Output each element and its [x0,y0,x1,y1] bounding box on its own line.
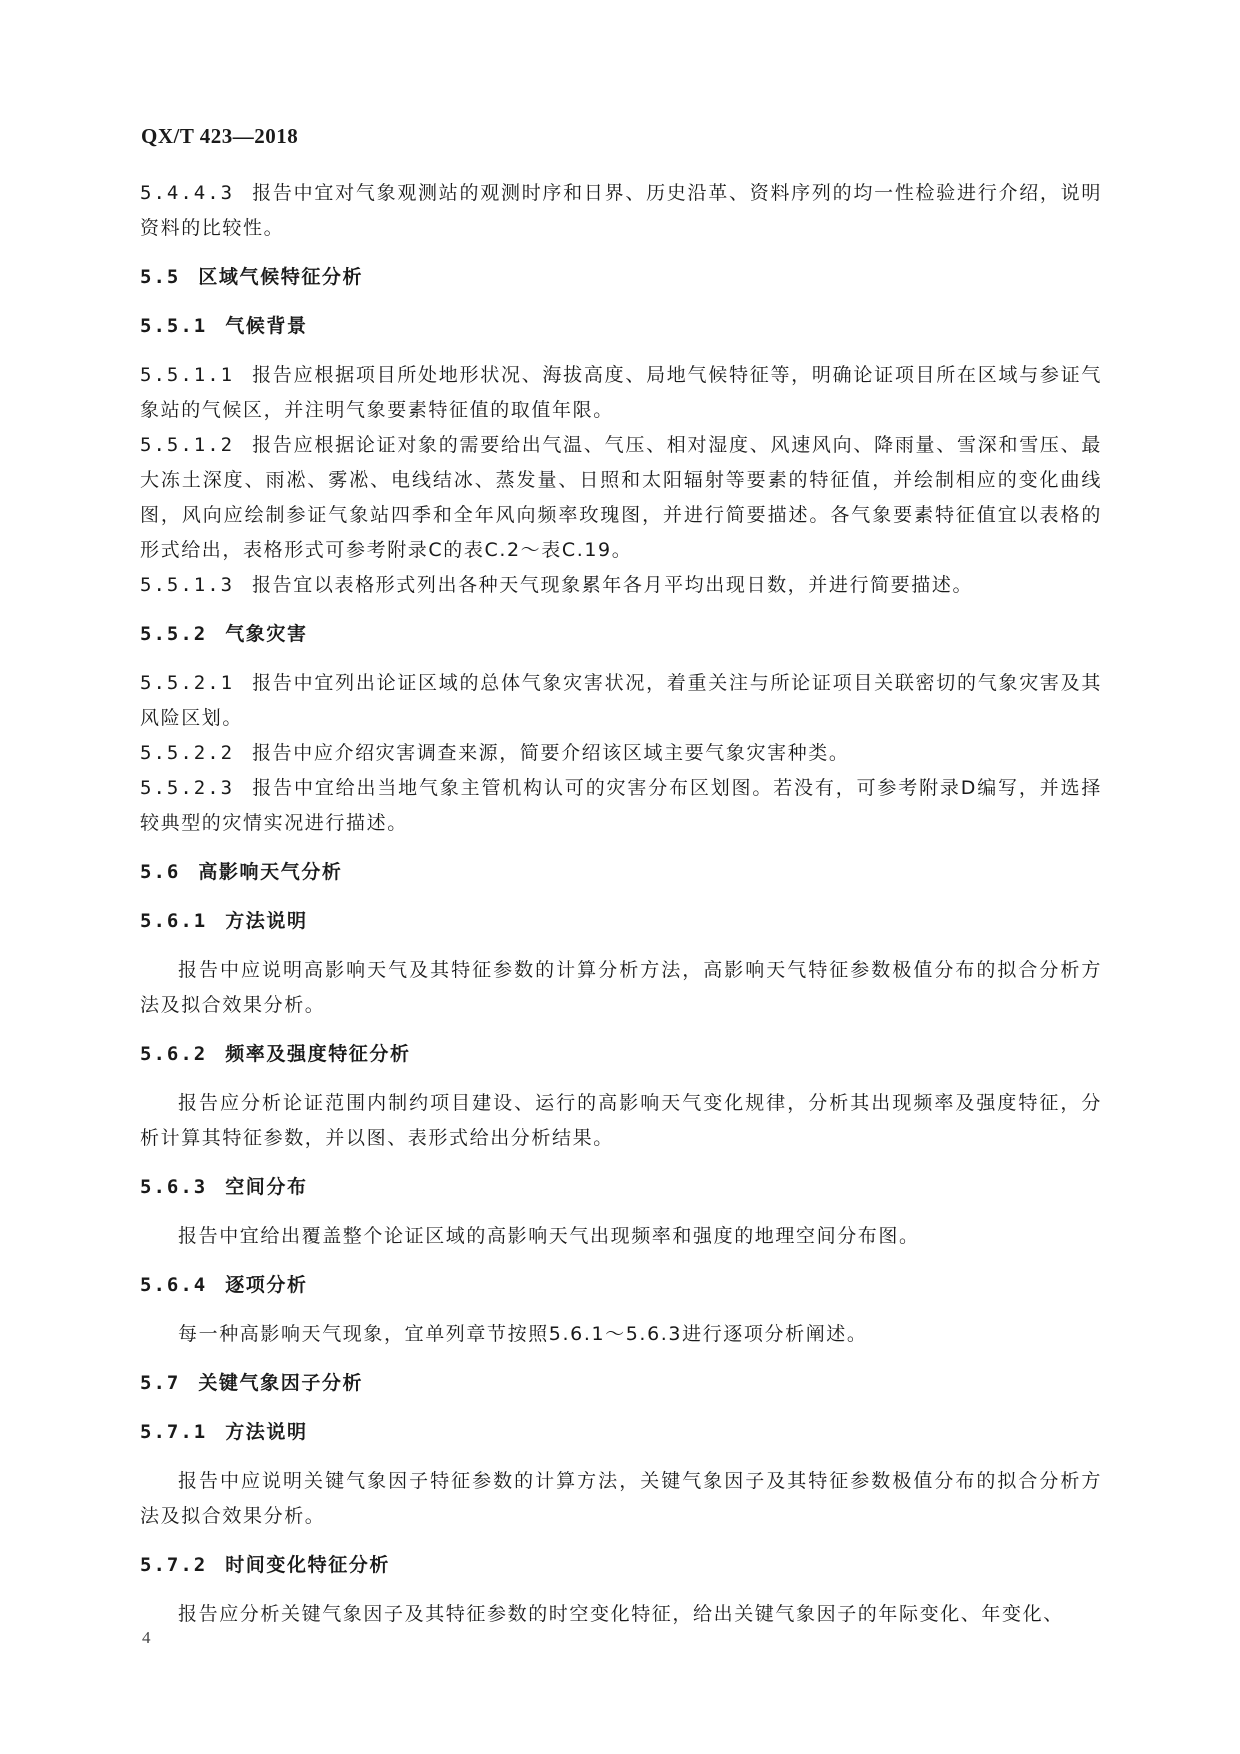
clause-number: 5.7.1 [140,1421,208,1443]
clause-text: 逐项分析 [225,1274,308,1296]
clause-text: 空间分布 [225,1176,308,1198]
clause-text: 报告应根据项目所处地形状况、海拔高度、局地气候特征等，明确论证项目所在区域与参证气象站的气候区，并注明气象要素特征值的取值年限。 [140,364,1102,421]
clause-text: 时间变化特征分析 [225,1554,391,1576]
body-paragraph [140,1219,1102,1254]
clause-paragraph [140,358,1102,428]
clause-text: 报告中宜对气象观测站的观测时序和日界、历史沿革、资料序列的均一性检验进行介绍，说明资料的比较性。 [140,182,1102,239]
clause-number: 5.5.1 [140,315,208,337]
clause-text: 报告中宜给出当地气象主管机构认可的灾害分布区划图。若没有，可参考附录D编写，并选择较典型的灾情实况进行描述。 [140,777,1102,834]
clause-paragraph [140,771,1102,841]
section-heading [140,1268,1102,1303]
body-paragraph [140,953,1102,1023]
section-heading [140,1170,1102,1205]
clause-number: 5.7 [140,1372,181,1394]
clause-text: 方法说明 [225,1421,308,1443]
clause-number: 5.5.2.2 [140,742,235,764]
body-paragraph [140,1317,1102,1352]
clause-number: 5.4.4.3 [140,182,235,204]
clause-text: 报告宜以表格形式列出各种天气现象累年各月平均出现日数，并进行简要描述。 [252,574,974,596]
section-heading [140,1366,1102,1401]
clause-text: 气候背景 [225,315,308,337]
section-heading [140,1548,1102,1583]
clause-number: 5.5.2 [140,623,208,645]
section-heading [140,617,1102,652]
clause-text: 报告中应说明关键气象因子特征参数的计算方法，关键气象因子及其特征参数极值分布的拟合分析方法及拟合效果分析。 [140,1470,1102,1527]
clause-paragraph [140,428,1102,568]
clause-text: 报告应根据论证对象的需要给出气温、气压、相对湿度、风速风向、降雨量、雪深和雪压、最大冻土深度、雨凇、雾凇、电线结冰、蒸发量、日照和太阳辐射等要素的特征值，并绘制相应的变化曲线图，风向应绘制参证气象站四季和全年风向频率玫瑰图，并进行简要描述。各气象要素特征值宜以表格的形式给出，表格形式可参考附录C的表C.2～表C.19。 [140,434,1102,561]
clause-text: 报告应分析关键气象因子及其特征参数的时空变化特征，给出关键气象因子的年际变化、年变化、 [178,1603,1064,1625]
clause-text: 区域气候特征分析 [198,266,364,288]
section-heading [140,309,1102,344]
clause-paragraph [140,736,1102,771]
document-code-header: QX/T 423—2018 [141,124,299,148]
clause-number: 5.5.2.1 [140,672,235,694]
clause-text: 频率及强度特征分析 [225,1043,411,1065]
clause-number: 5.6.4 [140,1274,208,1296]
clause-text: 高影响天气分析 [198,861,343,883]
body-paragraph [140,1086,1102,1156]
clause-text: 方法说明 [225,910,308,932]
clause-text: 报告中应介绍灾害调查来源，简要介绍该区域主要气象灾害种类。 [252,742,850,764]
clause-number: 5.6.1 [140,910,208,932]
clause-number: 5.6.2 [140,1043,208,1065]
clause-paragraph [140,568,1102,603]
clause-paragraph [140,176,1102,246]
document-body [140,176,1102,1632]
clause-number: 5.5.1.2 [140,434,235,456]
clause-number: 5.6.3 [140,1176,208,1198]
body-paragraph [140,1464,1102,1534]
clause-text: 报告中宜列出论证区域的总体气象灾害状况，着重关注与所论证项目关联密切的气象灾害及其风险区划。 [140,672,1102,729]
page-number: 4 [142,1628,151,1647]
clause-number: 5.5.1.1 [140,364,235,386]
body-paragraph [140,1597,1102,1632]
clause-number: 5.6 [140,861,181,883]
clause-number: 5.5 [140,266,181,288]
clause-number: 5.5.1.3 [140,574,235,596]
section-heading [140,855,1102,890]
section-heading [140,1037,1102,1072]
clause-text: 报告应分析论证范围内制约项目建设、运行的高影响天气变化规律，分析其出现频率及强度特征，分析计算其特征参数，并以图、表形式给出分析结果。 [140,1092,1102,1149]
section-heading [140,260,1102,295]
clause-text: 报告中宜给出覆盖整个论证区域的高影响天气出现频率和强度的地理空间分布图。 [178,1225,920,1247]
section-heading [140,1415,1102,1450]
clause-text: 报告中应说明高影响天气及其特征参数的计算分析方法，高影响天气特征参数极值分布的拟合分析方法及拟合效果分析。 [140,959,1102,1016]
clause-text: 每一种高影响天气现象，宜单列章节按照5.6.1～5.6.3进行逐项分析阐述。 [178,1323,868,1345]
clause-paragraph [140,666,1102,736]
clause-text: 关键气象因子分析 [198,1372,364,1394]
clause-number: 5.5.2.3 [140,777,235,799]
clause-number: 5.7.2 [140,1554,208,1576]
clause-text: 气象灾害 [225,623,308,645]
section-heading [140,904,1102,939]
